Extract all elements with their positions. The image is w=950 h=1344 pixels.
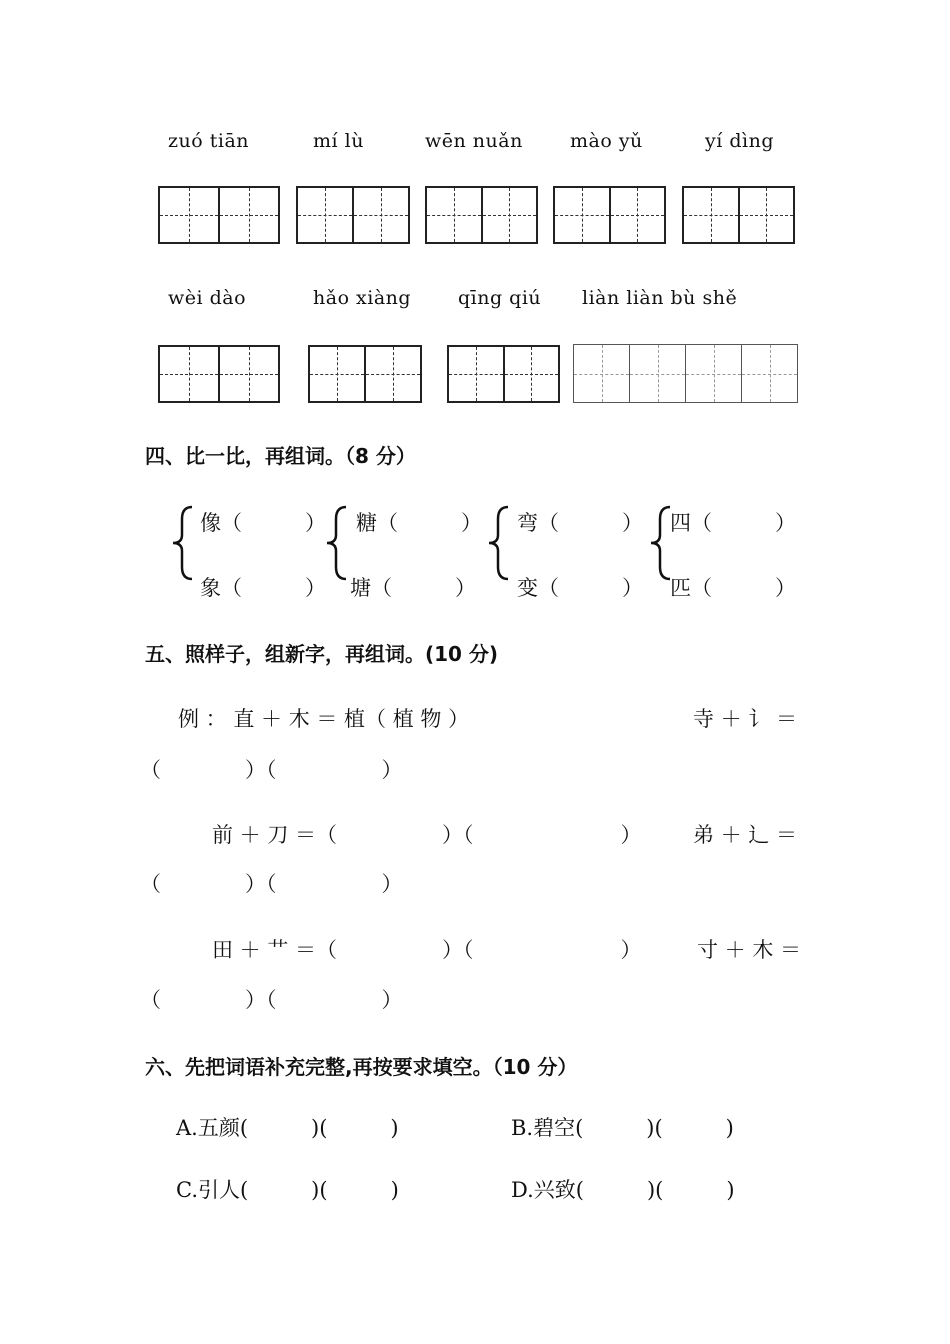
pinyin-6: wèi dào (168, 287, 247, 309)
example-line: 例 ： 直 ＋ 木 ＝ 植（ 植 物 ） (178, 707, 470, 731)
compose-item-qian[interactable]: 前 ＋ 刀 ＝（ ）（ ） (212, 823, 642, 847)
pinyin-7: hǎo xiàng (313, 287, 412, 309)
pinyin-9: liàn liàn bù shě (582, 287, 738, 309)
compare-pair-2-top[interactable]: 糖（ ） (356, 511, 482, 535)
writing-grid-1[interactable] (158, 186, 280, 244)
compose-item-si: 寺 ＋ 讠 ＝ (693, 707, 798, 731)
compose-item-cun: 寸 ＋ 木 ＝ (697, 938, 802, 962)
idiom-c[interactable]: C.引人( )( ) (176, 1178, 399, 1202)
pinyin-5: yí dìng (705, 130, 774, 152)
section-4-title: 四、比一比，再组词。（8 分） (145, 444, 416, 468)
compose-blanks-1[interactable]: （ ）（ ） (140, 758, 403, 782)
writing-grid-8[interactable] (447, 345, 560, 403)
pinyin-1: zuó tiān (168, 130, 250, 152)
pinyin-4: mào yǔ (570, 130, 643, 152)
writing-grid-9[interactable] (573, 344, 798, 403)
pinyin-2: mí lù (313, 130, 364, 152)
compose-item-di: 弟 ＋ 辶 ＝ (693, 823, 798, 847)
brace-icon (486, 505, 510, 581)
section-6-title: 六、先把词语补充完整,再按要求填空。（10 分） (145, 1055, 578, 1079)
compose-blanks-3[interactable]: （ ）（ ） (140, 988, 403, 1012)
compare-pair-4-bottom[interactable]: 匹（ ） (670, 576, 796, 600)
writing-grid-7[interactable] (308, 345, 422, 403)
brace-icon (170, 505, 194, 581)
compare-pair-3-bottom[interactable]: 变（ ） (517, 576, 643, 600)
writing-grid-6[interactable] (158, 345, 280, 403)
brace-icon (648, 505, 672, 581)
compare-pair-3-top[interactable]: 弯（ ） (517, 511, 643, 535)
idiom-b[interactable]: B.碧空( )( ) (511, 1116, 734, 1140)
idiom-a[interactable]: A.五颜( )( ) (176, 1116, 399, 1140)
writing-grid-5[interactable] (682, 186, 795, 244)
writing-grid-2[interactable] (296, 186, 410, 244)
compare-pair-1-bottom[interactable]: 象（ ） (200, 576, 326, 600)
compare-pair-1-top[interactable]: 像（ ） (200, 511, 326, 535)
pinyin-3: wēn nuǎn (425, 130, 523, 152)
idiom-d[interactable]: D.兴致( )( ) (511, 1178, 735, 1202)
pinyin-8: qīng qiú (458, 287, 542, 309)
writing-grid-3[interactable] (425, 186, 538, 244)
compose-blanks-2[interactable]: （ ）（ ） (140, 872, 403, 896)
compare-pair-4-top[interactable]: 四（ ） (670, 511, 796, 535)
writing-grid-4[interactable] (553, 186, 666, 244)
compare-pair-2-bottom[interactable]: 塘（ ） (350, 576, 476, 600)
compose-item-tian[interactable]: 田 ＋ 艹 ＝（ ）（ ） (212, 938, 642, 962)
section-5-title: 五、照样子，组新字，再组词。(10 分) (145, 642, 499, 666)
brace-icon (324, 505, 348, 581)
